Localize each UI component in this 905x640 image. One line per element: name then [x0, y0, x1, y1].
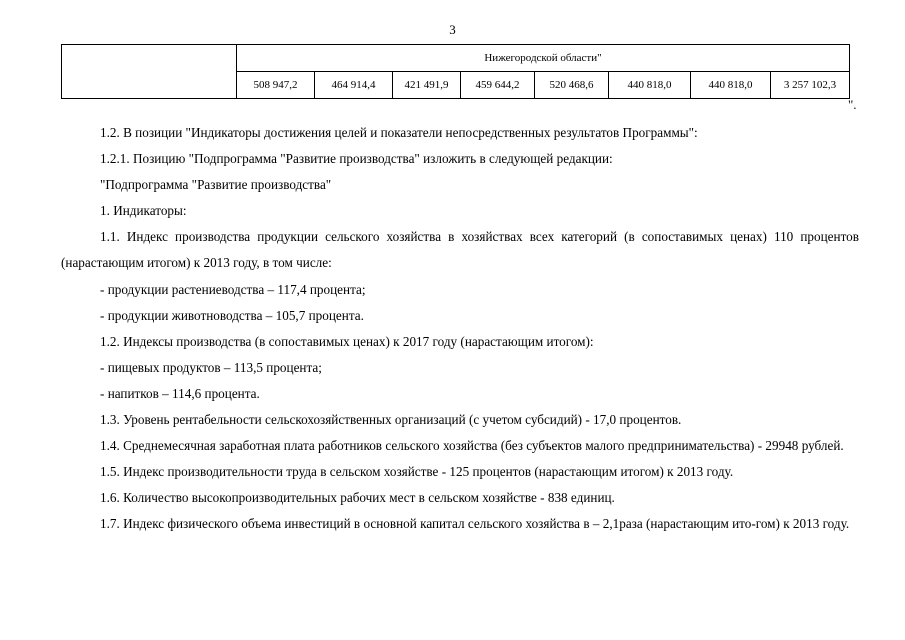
- paragraph: 1.2.1. Позицию "Подпрограмма "Развитие производства" изложить в следующей редакции:: [100, 151, 613, 167]
- paragraph: 1.6. Количество высокопроизводительных рабочих мест в сельском хозяйстве - 838 единиц.: [100, 490, 615, 506]
- paragraph: - пищевых продуктов – 113,5 процента;: [100, 359, 322, 375]
- table-cell: 440 818,0: [691, 72, 771, 99]
- paragraph: - напитков – 114,6 процента.: [100, 385, 260, 401]
- table-cell: 440 818,0: [609, 72, 691, 99]
- document-body: [61, 120, 859, 538]
- paragraph: 1. Индикаторы:: [100, 203, 187, 219]
- paragraph: 1.2. В позиции "Индикаторы достижения целей и показатели непосредственных результатов Программы":: [100, 125, 698, 140]
- paragraph: 1.2. Индексы производства (в сопоставимых ценах) к 2017 году (нарастающим итогом):: [100, 333, 594, 349]
- paragraph: 1.7. Индекс физического объема инвестиций в основной капитал сельского хозяйства в – 2,1раза (нарастающим ито-гом) к 2013 году.: [100, 516, 850, 532]
- paragraph: - продукции растениеводства – 117,4 процента;: [100, 281, 366, 297]
- page-number: 3: [449, 22, 456, 37]
- table-cell: 421 491,9: [393, 72, 461, 99]
- table-cell: 3 257 102,3: [771, 72, 850, 99]
- paragraph: 1.5. Индекс производительности труда в сельском хозяйстве - 125 процентов (нарастающим итогом) к 2013 году.: [100, 464, 734, 480]
- paragraph: 1.4. Среднемесячная заработная плата работников сельского хозяйства (без субъектов малого предпринимательства) - 29948 рублей.: [100, 438, 844, 454]
- table-header-region: Нижегородской области": [237, 45, 850, 72]
- table-cell: 508 947,2: [237, 72, 315, 99]
- table-cell: 520 468,6: [535, 72, 609, 99]
- closing-quote: ".: [848, 97, 857, 112]
- table-empty-cell: [62, 45, 237, 99]
- paragraph: "Подпрограмма "Развитие производства": [100, 177, 332, 193]
- table-cell: 459 644,2: [461, 72, 535, 99]
- table-cell: 464 914,4: [315, 72, 393, 99]
- paragraph: - продукции животноводства – 105,7 процента.: [100, 307, 364, 323]
- budget-table: [61, 44, 850, 99]
- paragraph: 1.1. Индекс производства продукции сельского хозяйства в хозяйствах всех категорий (в сопоставимых ценах) 110 процентов (нарастающим итогом) к 2013 году, в том числе:: [61, 229, 859, 271]
- paragraph: 1.3. Уровень рентабельности сельскохозяйственных организаций (с учетом субсидий) - 17,0 процентов.: [100, 412, 682, 428]
